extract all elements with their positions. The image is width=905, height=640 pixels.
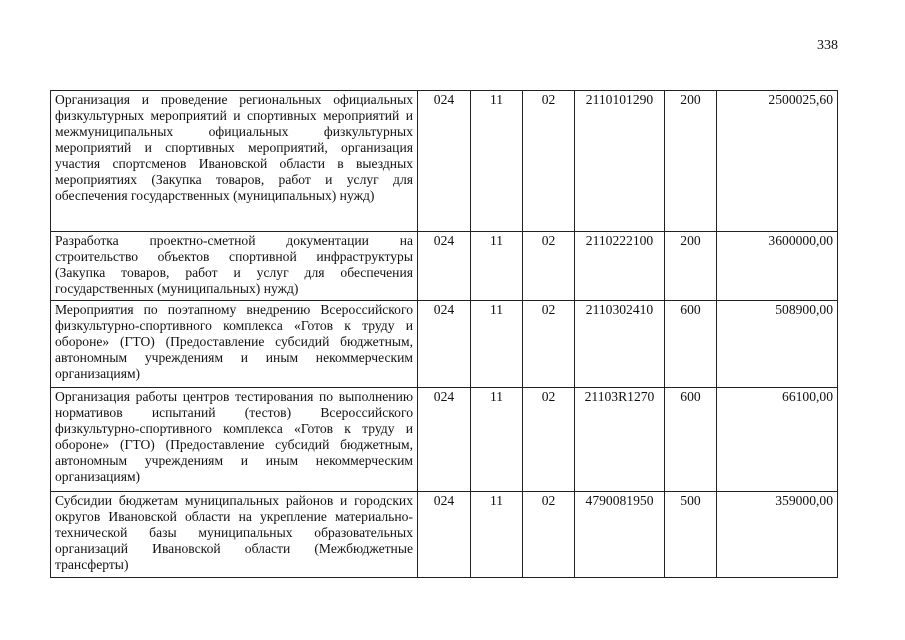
subsection-code: 02 [523,492,575,578]
amount-value: 3600000,00 [717,232,838,301]
target-article-code: 2110302410 [575,301,665,388]
row-description: Разработка проектно-сметной документации на строительство объектов спортивной инфраструктуры (Закупка товаров, работ и услуг для обеспечения государственных (муниципальных) нужд) [51,232,418,301]
table-row [51,301,838,388]
row-description: Субсидии бюджетам муниципальных районов и городских округов Ивановской области на укрепление материально-технической базы муниципальных образовательных организаций Ивановской области (Межбюджетные трансферты) [51,492,418,578]
subsection-code: 02 [523,91,575,232]
row-description: Мероприятия по поэтапному внедрению Всероссийского физкультурно-спортивного комплекса «Готов к труду и обороне» (ГТО) (Предоставление субсидий бюджетным, автономным учреждениям и иным некоммерческим организациям) [51,301,418,388]
ministry-code: 024 [418,388,471,492]
table-row [51,91,838,232]
target-article-code: 21103R1270 [575,388,665,492]
section-code: 11 [471,232,523,301]
target-article-code: 2110101290 [575,91,665,232]
subsection-code: 02 [523,232,575,301]
ministry-code: 024 [418,492,471,578]
target-article-code: 4790081950 [575,492,665,578]
expense-type-code: 200 [665,232,717,301]
section-code: 11 [471,388,523,492]
expense-type-code: 600 [665,388,717,492]
section-code: 11 [471,91,523,232]
ministry-code: 024 [418,301,471,388]
ministry-code: 024 [418,232,471,301]
amount-value: 359000,00 [717,492,838,578]
expense-type-code: 600 [665,301,717,388]
budget-table [50,90,838,578]
row-description: Организация и проведение региональных официальных физкультурных мероприятий и спортивных мероприятий и межмуниципальных официальных физкультурных мероприятий и спортивных мероприятий, организация участия спортсменов Ивановской области в выездных мероприятиях (Закупка товаров, работ и услуг для обеспечения государственных (муниципальных) нужд) [51,91,418,232]
target-article-code: 2110222100 [575,232,665,301]
subsection-code: 02 [523,301,575,388]
subsection-code: 02 [523,388,575,492]
amount-value: 2500025,60 [717,91,838,232]
page-number: 338 [817,38,838,53]
amount-value: 66100,00 [717,388,838,492]
table-row [51,388,838,492]
amount-value: 508900,00 [717,301,838,388]
expense-type-code: 500 [665,492,717,578]
section-code: 11 [471,492,523,578]
table-row [51,232,838,301]
row-description: Организация работы центров тестирования по выполнению нормативов испытаний (тестов) Всероссийского физкультурно-спортивного комплекса «Готов к труду и обороне» (ГТО) (Предоставление субсидий бюджетным, автономным учреждениям и иным некоммерческим организациям) [51,388,418,492]
ministry-code: 024 [418,91,471,232]
table-row [51,492,838,578]
section-code: 11 [471,301,523,388]
expense-type-code: 200 [665,91,717,232]
